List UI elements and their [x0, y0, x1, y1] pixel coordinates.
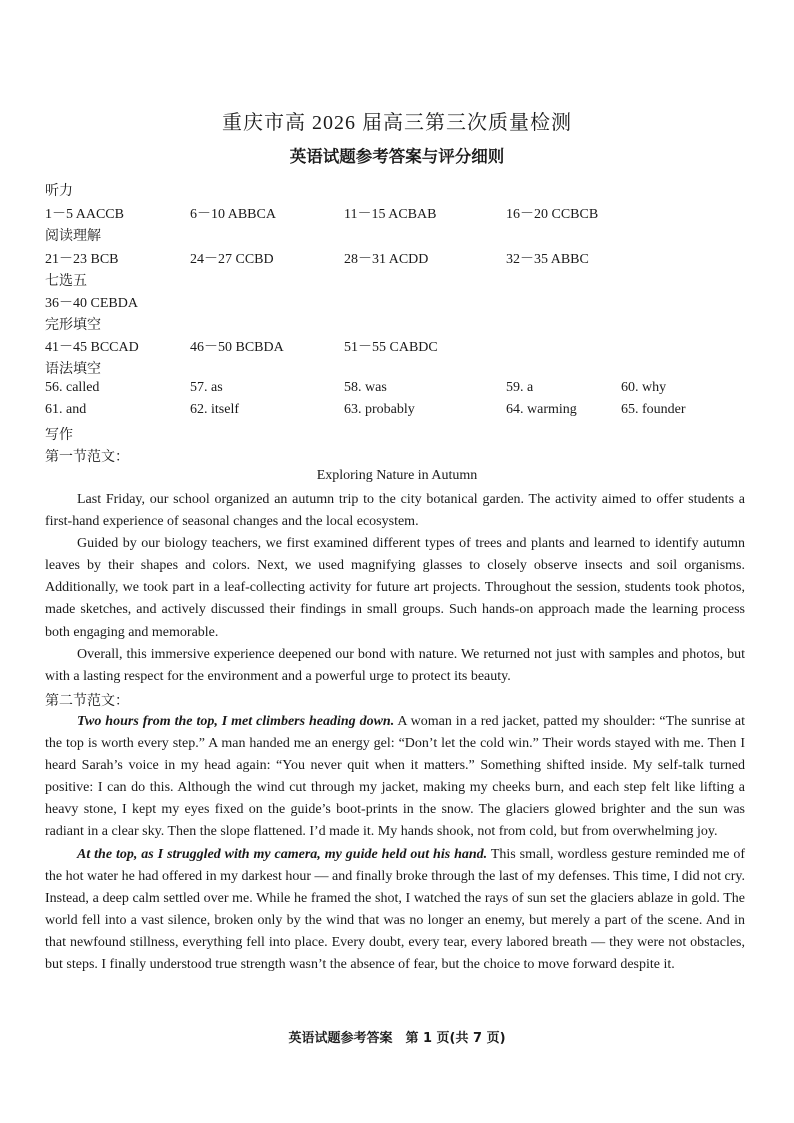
- answer-item: 58. was: [344, 380, 387, 395]
- answer-item: 63. probably: [344, 402, 415, 417]
- answer-group: 36－40 CEBDA: [45, 296, 138, 311]
- answer-group: 6－10 ABBCA: [190, 207, 276, 222]
- answer-group: 28－31 ACDD: [344, 252, 429, 267]
- answer-row-reading: [0, 248, 794, 268]
- essay1-body: [45, 489, 745, 688]
- answer-item: 57. as: [190, 380, 223, 395]
- answer-row-seven-five: [0, 292, 794, 312]
- essay1-paragraph: Overall, this immersive experience deepened our bond with nature. We returned not just with samples and photos, but with a lasting respect for the environment and a powerful urge to protect its beauty.: [45, 646, 745, 684]
- answer-item: 56. called: [45, 380, 100, 395]
- answer-group: 21－23 BCB: [45, 252, 119, 267]
- answer-row-grammar-1: [0, 380, 794, 400]
- section-label-writing-part1: 第一节范文：: [45, 450, 129, 465]
- section-label-grammar: 语法填空: [45, 362, 101, 377]
- essay2-paragraph-text: This small, wordless gesture reminded me of the hot water he had offered in my darkest hour — and finally broke through the last of my defenses. This time, I did not cry. Instead, a deep calm settled over me. While he framed the shot, I watched the rays of sun set the glaciers ablaze in gold. The world fell into a vast silence, broken only by the wind that was no longer an enemy, but merely a part of the scene. And in that newfound stillness, everything fell into place. Every doubt, every tear, every labored breath — they were not obstacles, but steps. I finally understood true strength wasn’t the absence of fear, but the choice to move forward despite it.: [45, 846, 746, 973]
- essay1-paragraph: Guided by our biology teachers, we first examined different types of trees and plants and learned to identify autumn leaves by their shapes and colors. Next, we used magnifying glasses to closely observe insects and soil organisms. Additionally, we took part in a leaf-collecting activity for future art projects. Throughout the session, students took photos, made sketches, and actively discussed their findings in small groups. Such hands-on approach made the learning process both engaging and memorable.: [45, 536, 745, 640]
- section-label-cloze: 完形填空: [45, 318, 101, 333]
- page-title: 重庆市高 2026 届高三第三次质量检测: [222, 112, 572, 134]
- answer-group: 41－45 BCCAD: [45, 340, 139, 355]
- essay2-body: [45, 711, 745, 976]
- essay2-paragraph-text: A woman in a red jacket, patted my shoulder: “The sunrise at the top is worth every step.” A man handed me an energy gel: “Don’t let the cold win.” Their words stayed with me. Then I heard Sarah’s voice in my head again: “You never quit when it matters.” Something shifted inside. My self-talk turned positive: I can do this. Although the wind cut through my jacket, making my cheeks burn, and each step felt like lifting a heavy stone, I kept my eyes fixed on the guide’s boot-prints in the snow. The glaciers glowed brighter and the sun was radiant in a clear sky. Then the slope flattened. I’d made it. My hands shook, not from cold, but from overwhelming joy.: [45, 714, 745, 840]
- section-label-writing-part2: 第二节范文：: [45, 694, 129, 709]
- essay1-paragraph: Last Friday, our school organized an autumn trip to the city botanical garden. The activity aimed to offer students a first-hand experience of seasonal changes and the local ecosystem.: [45, 492, 745, 530]
- essay2-lead-sentence: At the top, as I struggled with my camera, my guide held out his hand.: [77, 846, 488, 862]
- page-footer: 英语试题参考答案 第 1 页(共 7 页): [288, 1031, 506, 1046]
- answer-row-cloze: [0, 336, 794, 356]
- answer-item: 65. founder: [621, 402, 686, 417]
- section-label-reading: 阅读理解: [45, 229, 101, 244]
- answer-item: 59. a: [506, 380, 534, 395]
- answer-item: 64. warming: [506, 402, 577, 417]
- section-label-writing: 写作: [45, 428, 73, 443]
- page-subtitle: 英语试题参考答案与评分细则: [289, 147, 505, 166]
- answer-group: 46－50 BCBDA: [190, 340, 284, 355]
- section-label-seven-five: 七选五: [45, 274, 87, 289]
- answer-group: 16－20 CCBCB: [506, 207, 599, 222]
- answer-item: 61. and: [45, 402, 87, 417]
- answer-group: 32－35 ABBC: [506, 252, 589, 267]
- essay2-paragraph: [45, 844, 745, 977]
- answer-group: 1－5 AACCB: [45, 207, 124, 222]
- answer-row-listening: [0, 203, 794, 223]
- essay1-title: Exploring Nature in Autumn: [316, 468, 478, 483]
- answer-row-grammar-2: [0, 402, 794, 422]
- essay2-paragraph: [45, 711, 745, 844]
- answer-item: 60. why: [621, 380, 667, 395]
- answer-group: 24－27 CCBD: [190, 252, 274, 267]
- essay2-lead-sentence: Two hours from the top, I met climbers heading down.: [77, 714, 395, 729]
- answer-item: 62. itself: [190, 402, 239, 417]
- answer-group: 51－55 CABDC: [344, 340, 438, 355]
- section-label-listening: 听力: [45, 184, 73, 199]
- answer-group: 11－15 ACBAB: [344, 207, 437, 222]
